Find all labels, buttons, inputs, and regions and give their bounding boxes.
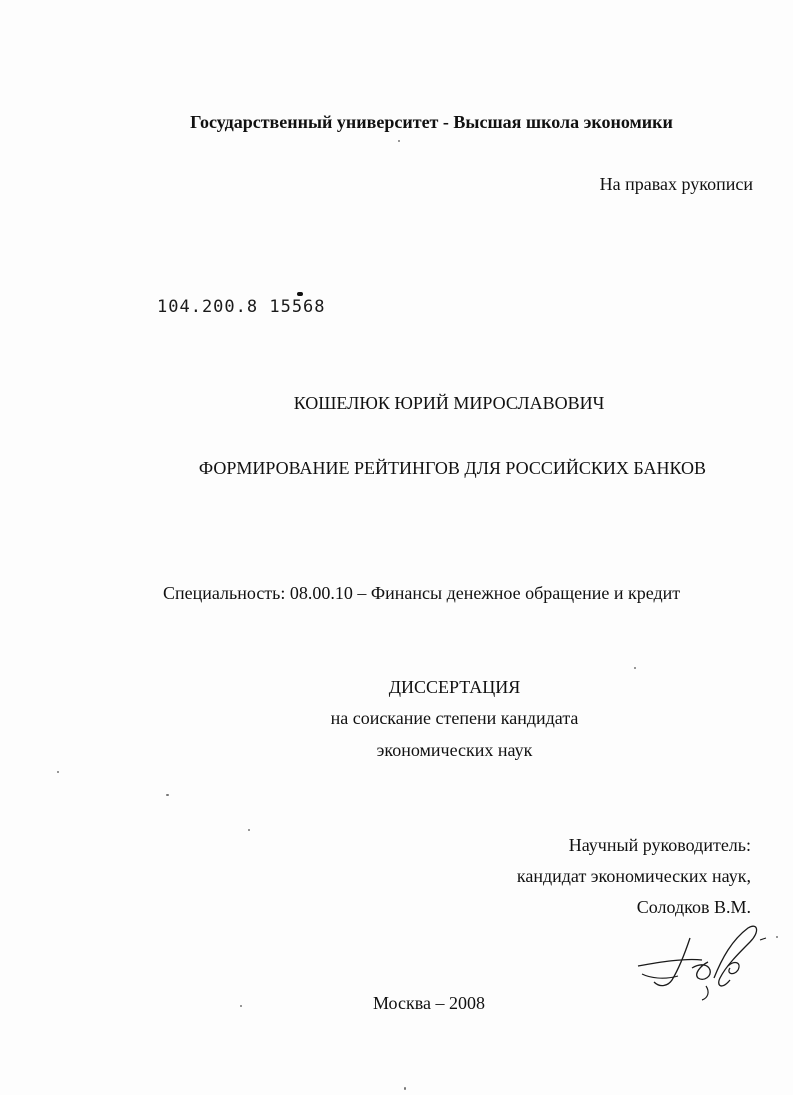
supervisor-name: Солодков В.М. xyxy=(636,897,751,917)
dissertation-degree-line-1: на соискание степени кандидата xyxy=(330,708,579,728)
scan-speck xyxy=(634,667,636,669)
city-year: Москва – 2008 xyxy=(373,993,485,1013)
scan-speck xyxy=(398,140,400,142)
scan-speck xyxy=(57,771,59,773)
scan-speck xyxy=(404,1087,406,1090)
university-name: Государственный университет - Высшая школа экономики xyxy=(190,112,673,132)
manuscript-note: На правах рукописи xyxy=(599,174,753,194)
stamp-mark xyxy=(297,292,303,296)
specialty: Специальность: 08.00.10 – Финансы денежное обращение и кредит xyxy=(163,583,681,603)
dissertation-heading: ДИССЕРТАЦИЯ xyxy=(388,677,521,697)
author-name: КОШЕЛЮК ЮРИЙ МИРОСЛАВОВИЧ xyxy=(293,393,605,413)
dissertation-degree-line-2: экономических наук xyxy=(376,740,533,760)
scan-speck xyxy=(776,936,778,938)
scan-speck xyxy=(240,1005,242,1007)
supervisor-degree: кандидат экономических наук, xyxy=(516,866,751,886)
archive-stamp: 104.200.8 15568 xyxy=(157,297,326,317)
scan-speck xyxy=(248,829,250,831)
scan-speck xyxy=(166,794,169,796)
dissertation-title: ФОРМИРОВАНИЕ РЕЙТИНГОВ ДЛЯ РОССИЙСКИХ БАНКОВ xyxy=(198,458,707,478)
handwritten-signature xyxy=(630,918,770,1003)
supervisor-label: Научный руководитель: xyxy=(568,835,751,855)
